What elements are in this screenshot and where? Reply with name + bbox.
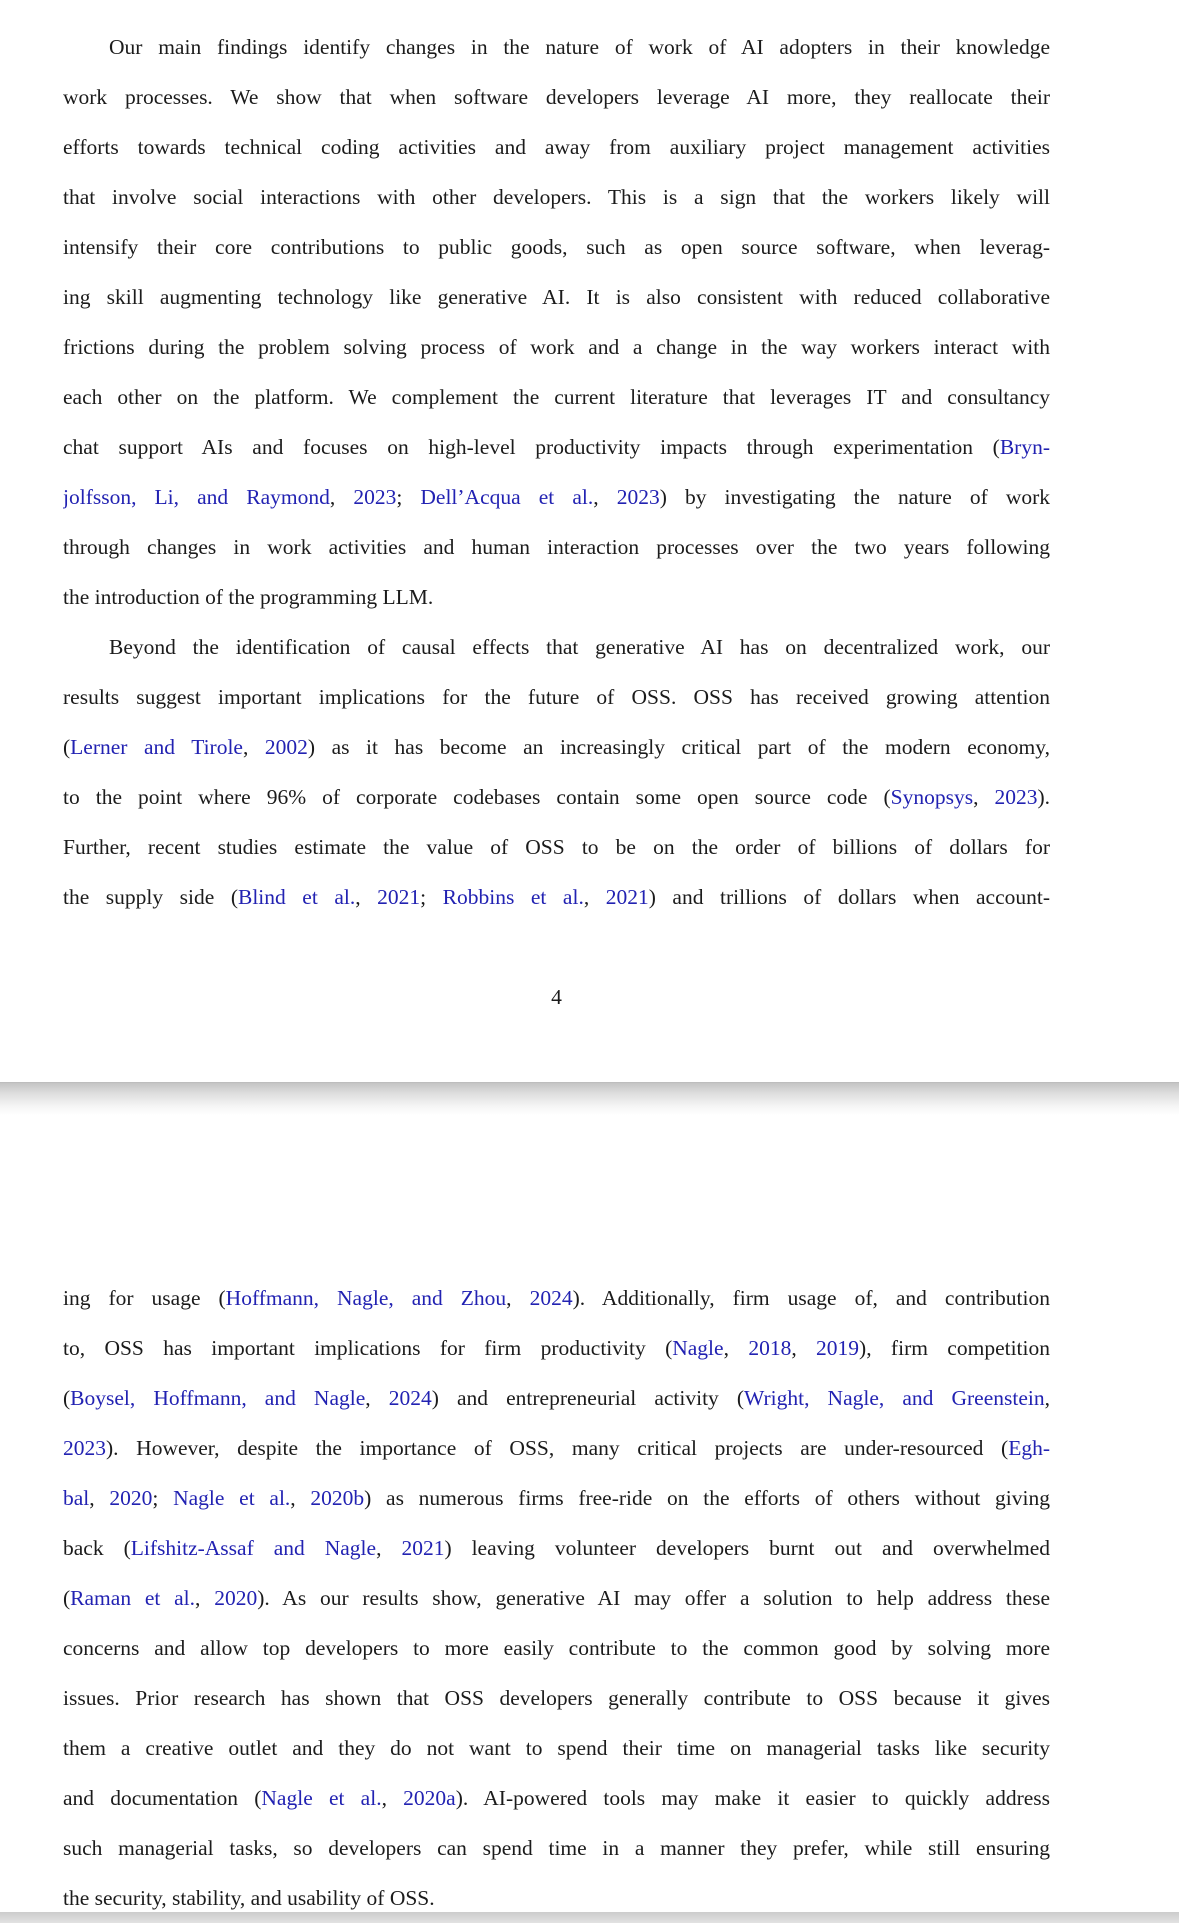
citation-link[interactable]: 2018	[748, 1336, 792, 1360]
citation-link[interactable]: Lifshitz-Assaf and Nagle	[130, 1536, 377, 1560]
citation-link[interactable]: Lerner and Tirole	[70, 735, 243, 759]
text-segment: ing for usage (	[63, 1286, 226, 1310]
page-separator	[0, 1082, 1179, 1115]
text-segment: the supply side (	[63, 885, 238, 909]
text-line	[63, 1423, 1050, 1473]
text-segment: ) and trillions of dollars when account-	[648, 885, 1050, 909]
text-line	[63, 772, 1050, 822]
text-segment: the introduction of the programming LLM.	[63, 585, 434, 609]
text-segment: them a creative outlet and they do not want to spend their time on managerial tasks like security	[63, 1736, 1050, 1760]
citation-link[interactable]: 2024	[529, 1286, 573, 1310]
text-line	[63, 672, 1050, 722]
text-line	[63, 472, 1050, 522]
citation-link[interactable]: 2023	[994, 785, 1038, 809]
citation-link[interactable]: Nagle et al.	[173, 1486, 291, 1510]
citation-link[interactable]: 2023	[353, 485, 397, 509]
page-1-text-block	[0, 22, 1179, 922]
text-segment: ,	[376, 1536, 402, 1560]
citation-link[interactable]: Nagle	[672, 1336, 724, 1360]
citation-link[interactable]: 2020	[214, 1586, 258, 1610]
text-segment: ,	[329, 485, 354, 509]
text-line	[63, 1273, 1050, 1323]
text-segment: to the point where 96% of corporate codebases contain some open source code (	[63, 785, 891, 809]
text-segment: ) by investigating the nature of work	[659, 485, 1050, 509]
text-segment: ). Additionally, firm usage of, and contribution	[572, 1286, 1050, 1310]
text-segment: through changes in work activities and human interaction processes over the two years following	[63, 535, 1050, 559]
text-line	[63, 1323, 1050, 1373]
text-segment: (	[63, 1386, 71, 1410]
text-line	[63, 172, 1050, 222]
text-line	[63, 122, 1050, 172]
text-line	[63, 1373, 1050, 1423]
text-line	[63, 572, 1050, 622]
text-segment: ,	[355, 885, 378, 909]
text-segment: work processes. We show that when software developers leverage AI more, they reallocate their	[63, 85, 1050, 109]
text-segment: ,	[381, 1786, 404, 1810]
text-line	[63, 1723, 1050, 1773]
text-segment: and documentation (	[63, 1786, 262, 1810]
text-segment: ,	[89, 1486, 110, 1510]
text-segment: ). AI-powered tools may make it easier to quickly address	[455, 1786, 1050, 1810]
text-segment: ,	[506, 1286, 530, 1310]
text-segment: that involve social interactions with other developers. This is a sign that the workers likely will	[63, 185, 1050, 209]
text-segment: ).	[1037, 785, 1050, 809]
citation-link[interactable]: 2002	[264, 735, 308, 759]
citation-link[interactable]: Nagle et al.	[261, 1786, 382, 1810]
text-line	[63, 872, 1050, 922]
text-segment: to, OSS has important implications for firm productivity (	[63, 1336, 673, 1360]
text-segment: ;	[420, 885, 443, 909]
text-segment: Beyond the identification of causal effects that generative AI has on decentralized work, our	[109, 635, 1050, 659]
text-segment: Our main findings identify changes in the nature of work of AI adopters in their knowledge	[109, 35, 1050, 59]
text-segment: ,	[723, 1336, 749, 1360]
text-segment: ,	[593, 485, 617, 509]
text-segment: ,	[583, 885, 606, 909]
text-line	[63, 72, 1050, 122]
text-segment: ) as numerous firms free-ride on the efforts of others without giving	[364, 1486, 1050, 1510]
text-segment: frictions during the problem solving process of work and a change in the way workers interact with	[63, 335, 1050, 359]
text-line	[63, 372, 1050, 422]
text-segment: such managerial tasks, so developers can spend time in a manner they prefer, while still ensuring	[63, 1836, 1050, 1860]
citation-link[interactable]: Raman et al.	[70, 1586, 196, 1610]
text-line	[63, 1673, 1050, 1723]
text-segment: issues. Prior research has shown that OSS developers generally contribute to OSS because it gives	[63, 1686, 1050, 1710]
text-segment: back (	[63, 1536, 131, 1560]
next-page-separator-edge	[0, 1912, 1179, 1923]
citation-link[interactable]: 2023	[616, 485, 660, 509]
text-segment: (	[63, 735, 71, 759]
text-segment: ,	[242, 735, 265, 759]
citation-link[interactable]: Bryn-	[999, 435, 1050, 459]
text-segment: ;	[396, 485, 421, 509]
citation-link[interactable]: Blind et al.	[237, 885, 356, 909]
text-line	[63, 1773, 1050, 1823]
text-segment: ,	[973, 785, 995, 809]
text-segment: ;	[152, 1486, 174, 1510]
text-line	[63, 22, 1050, 72]
citation-link[interactable]: Dell’Acqua et al.	[420, 485, 594, 509]
text-segment: ,	[1044, 1386, 1050, 1410]
citation-link[interactable]: 2021	[605, 885, 649, 909]
text-segment: ) leaving volunteer developers burnt out and overwhelmed	[444, 1536, 1050, 1560]
text-segment: ) as it has become an increasingly critical part of the modern economy,	[307, 735, 1050, 759]
citation-link[interactable]: Synopsys	[890, 785, 974, 809]
citation-link[interactable]: Boysel, Hoffmann, and Nagle	[70, 1386, 366, 1410]
citation-link[interactable]: Egh-	[1008, 1436, 1050, 1460]
citation-link[interactable]: Hoffmann, Nagle, and Zhou	[225, 1286, 507, 1310]
text-segment: (	[63, 1586, 71, 1610]
text-segment: ,	[290, 1486, 311, 1510]
text-segment: ,	[791, 1336, 817, 1360]
text-segment: ). However, despite the importance of OSS, many critical projects are under-resourced (	[106, 1436, 1009, 1460]
text-segment: ,	[365, 1386, 389, 1410]
text-segment: concerns and allow top developers to more easily contribute to the common good by solving more	[63, 1636, 1050, 1660]
text-segment: ) and entrepreneurial activity (	[431, 1386, 745, 1410]
text-segment: ,	[195, 1586, 215, 1610]
citation-link[interactable]: 2020	[109, 1486, 153, 1510]
text-line	[63, 1623, 1050, 1673]
text-line	[63, 622, 1050, 672]
citation-link[interactable]: 2021	[401, 1536, 445, 1560]
text-segment: efforts towards technical coding activities and away from auxiliary project management activities	[63, 135, 1050, 159]
page-number: 4	[551, 985, 562, 1009]
page-2-text-block	[0, 1273, 1179, 1923]
text-segment: ). As our results show, generative AI may offer a solution to help address these	[257, 1586, 1050, 1610]
citation-link[interactable]: 2020b	[310, 1486, 365, 1510]
text-line	[63, 422, 1050, 472]
text-line	[63, 272, 1050, 322]
text-line	[63, 522, 1050, 572]
citation-link[interactable]: 2021	[377, 885, 421, 909]
text-line	[63, 1523, 1050, 1573]
text-segment: intensify their core contributions to public goods, such as open source software, when leverag-	[63, 235, 1050, 259]
text-segment: results suggest important implications for the future of OSS. OSS has received growing attention	[63, 685, 1050, 709]
text-segment: Further, recent studies estimate the value of OSS to be on the order of billions of dollars for	[63, 835, 1050, 859]
pdf-page-2	[0, 1115, 1179, 1923]
text-line	[63, 1823, 1050, 1873]
text-segment: the security, stability, and usability of OSS.	[63, 1886, 435, 1910]
citation-link[interactable]: 2024	[388, 1386, 432, 1410]
text-segment: chat support AIs and focuses on high-level productivity impacts through experimentation (	[63, 435, 1000, 459]
text-segment: each other on the platform. We complement the current literature that leverages IT and consultancy	[63, 385, 1050, 409]
citation-link[interactable]: Robbins et al.	[442, 885, 584, 909]
citation-link[interactable]: jolfsson, Li, and Raymond	[63, 485, 330, 509]
citation-link[interactable]: 2019	[816, 1336, 860, 1360]
text-line	[63, 1473, 1050, 1523]
citation-link[interactable]: 2020a	[403, 1786, 456, 1810]
text-line	[63, 722, 1050, 772]
text-line	[63, 222, 1050, 272]
text-line	[63, 822, 1050, 872]
text-segment: ), firm competition	[859, 1336, 1050, 1360]
text-segment: ing skill augmenting technology like generative AI. It is also consistent with reduced collaborative	[63, 285, 1050, 309]
text-line	[63, 322, 1050, 372]
text-line	[63, 1573, 1050, 1623]
citation-link[interactable]: bal	[63, 1486, 90, 1510]
citation-link[interactable]: 2023	[63, 1436, 106, 1460]
citation-link[interactable]: Wright, Nagle, and Greenstein	[744, 1386, 1045, 1410]
